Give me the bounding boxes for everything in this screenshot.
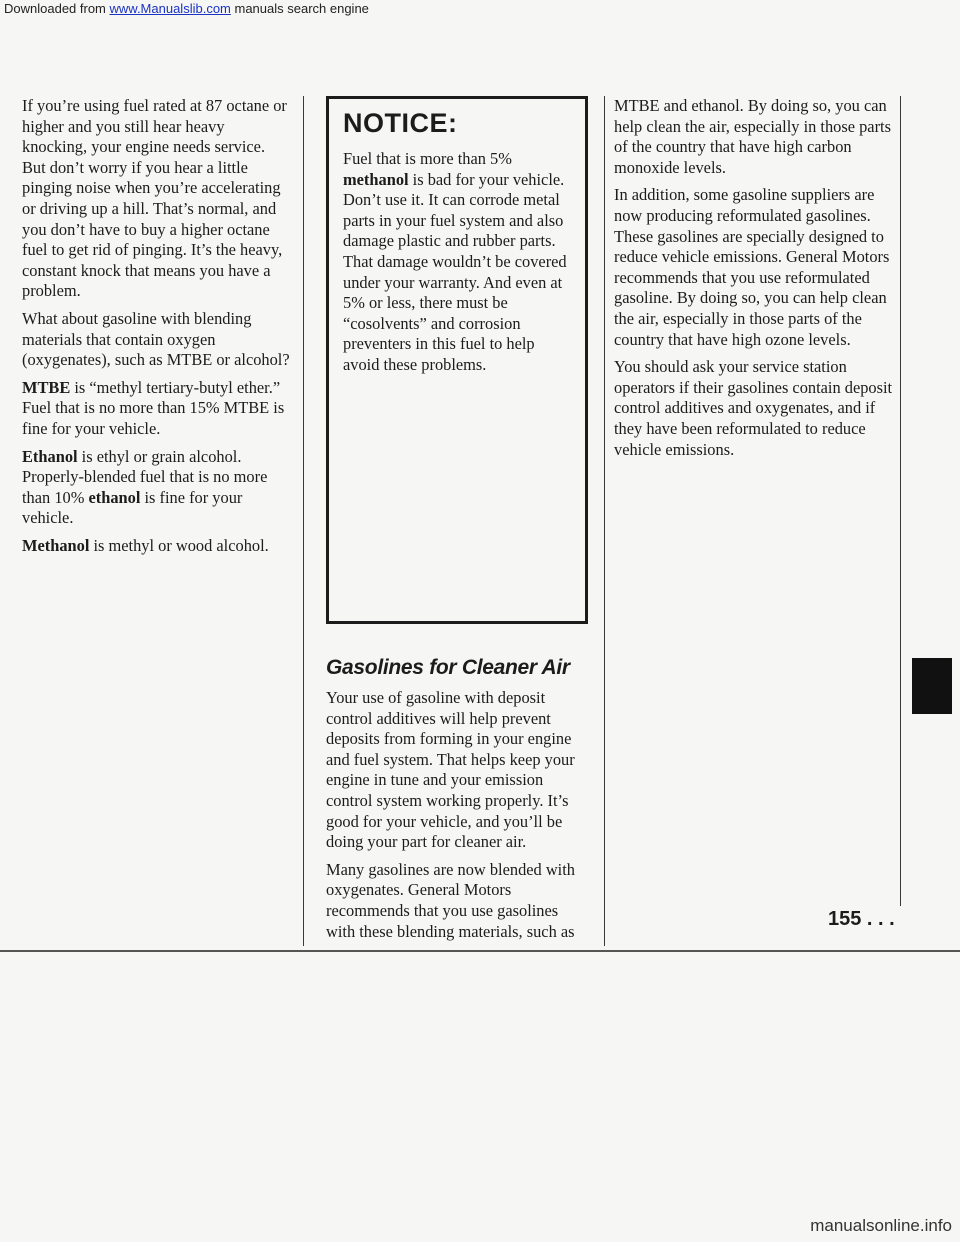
- section-tab-marker: [912, 658, 952, 714]
- paragraph-blended: Many gasolines are now blended with oxygenates. General Motors recommends that you use gasolines with these blending materials, such as: [326, 859, 575, 941]
- footer-watermark: manualsonline.info: [810, 1216, 952, 1235]
- ethanol-text-a: is ethyl or grain alcohol. Properly-blended fuel that is no more than 10%: [22, 446, 268, 507]
- paragraph-oxygenates: What about gasoline with blending materials that contain oxygen (oxygenates), such as MTBE or alcohol?: [22, 308, 290, 370]
- header-prefix: Downloaded from: [4, 1, 110, 16]
- paragraph-deposit-control: Your use of gasoline with deposit control additives will help prevent deposits from forming in your engine and fuel system. That helps keep your engine in tune and your emission control system working properly. It’s good for your vehicle, and you’ll be doing your part for cleaner air.: [326, 688, 575, 852]
- download-header: [0, 0, 960, 20]
- paragraph-mtbe-ethanol: MTBE and ethanol. By doing so, you can help clean the air, especially in those parts of the country that have high carbon monoxide levels.: [614, 96, 891, 177]
- notice-term-methanol: methanol: [343, 169, 409, 189]
- header-suffix: manuals search engine: [230, 1, 369, 16]
- paragraph-methanol: [22, 536, 292, 557]
- notice-title: NOTICE:: [343, 108, 458, 138]
- column-middle-text: [326, 688, 591, 949]
- column-left: [22, 96, 292, 563]
- term-methanol: Methanol: [22, 535, 90, 555]
- paragraph-ask-operators: You should ask your service station operators if their gasolines contain deposit control additives and oxygenates, and if they have been reformulated to reduce vehicle emissions.: [614, 357, 893, 459]
- column-divider-left: [303, 96, 304, 946]
- term-mtbe: MTBE: [22, 377, 71, 397]
- paragraph-reformulated: In addition, some gasoline suppliers are now producing reformulated gasolines. These gasolines are specially designed to reduce vehicle emissions. General Motors recommends that you use reformulated gasoline. By doing so, you can help clean the air, especially in those parts of the country that have high ozone levels.: [614, 185, 890, 349]
- page-number: 155 . . .: [828, 908, 895, 930]
- term-ethanol-2: ethanol: [88, 487, 141, 507]
- notice-text-b: is bad for your vehicle. Don’t use it. It can corrode metal parts in your fuel system and also damage plastic and rubber parts. That damage wouldn’t be covered under your warranty. And even at 5% or less, there must be “cosolvents” and corrosion preventers in this fuel to help avoid these problems.: [343, 169, 567, 374]
- section-heading: Gasolines for Cleaner Air: [326, 656, 570, 679]
- notice-body: [343, 149, 571, 376]
- ethanol-text-b: is fine for your vehicle.: [22, 487, 243, 528]
- paragraph-mtbe: [22, 378, 292, 440]
- notice-text-a: Fuel that is more than 5%: [343, 149, 512, 168]
- bottom-rule: [0, 950, 960, 952]
- notice-box: [326, 96, 588, 624]
- mtbe-text: is “methyl tertiary-butyl ether.” Fuel that is no more than 15% MTBE is fine for your vehicle.: [22, 377, 285, 438]
- paragraph-octane: If you’re using fuel rated at 87 octane or higher and you still hear heavy knocking, your engine needs service. But don’t worry if you hear a little pinging noise when you’re accelerating or driving up a hill. That’s normal, and you don’t have to buy a higher octane fuel to get rid of pinging. It’s the heavy, constant knock that means you have a problem.: [22, 96, 287, 301]
- column-divider-right: [604, 96, 605, 946]
- manualslib-link[interactable]: www.Manualslib.com: [109, 1, 231, 16]
- column-right: [614, 96, 896, 467]
- right-margin-line: [900, 96, 901, 906]
- paragraph-ethanol: [22, 447, 292, 529]
- term-ethanol: Ethanol: [22, 446, 78, 466]
- methanol-text: is methyl or wood alcohol.: [89, 535, 269, 555]
